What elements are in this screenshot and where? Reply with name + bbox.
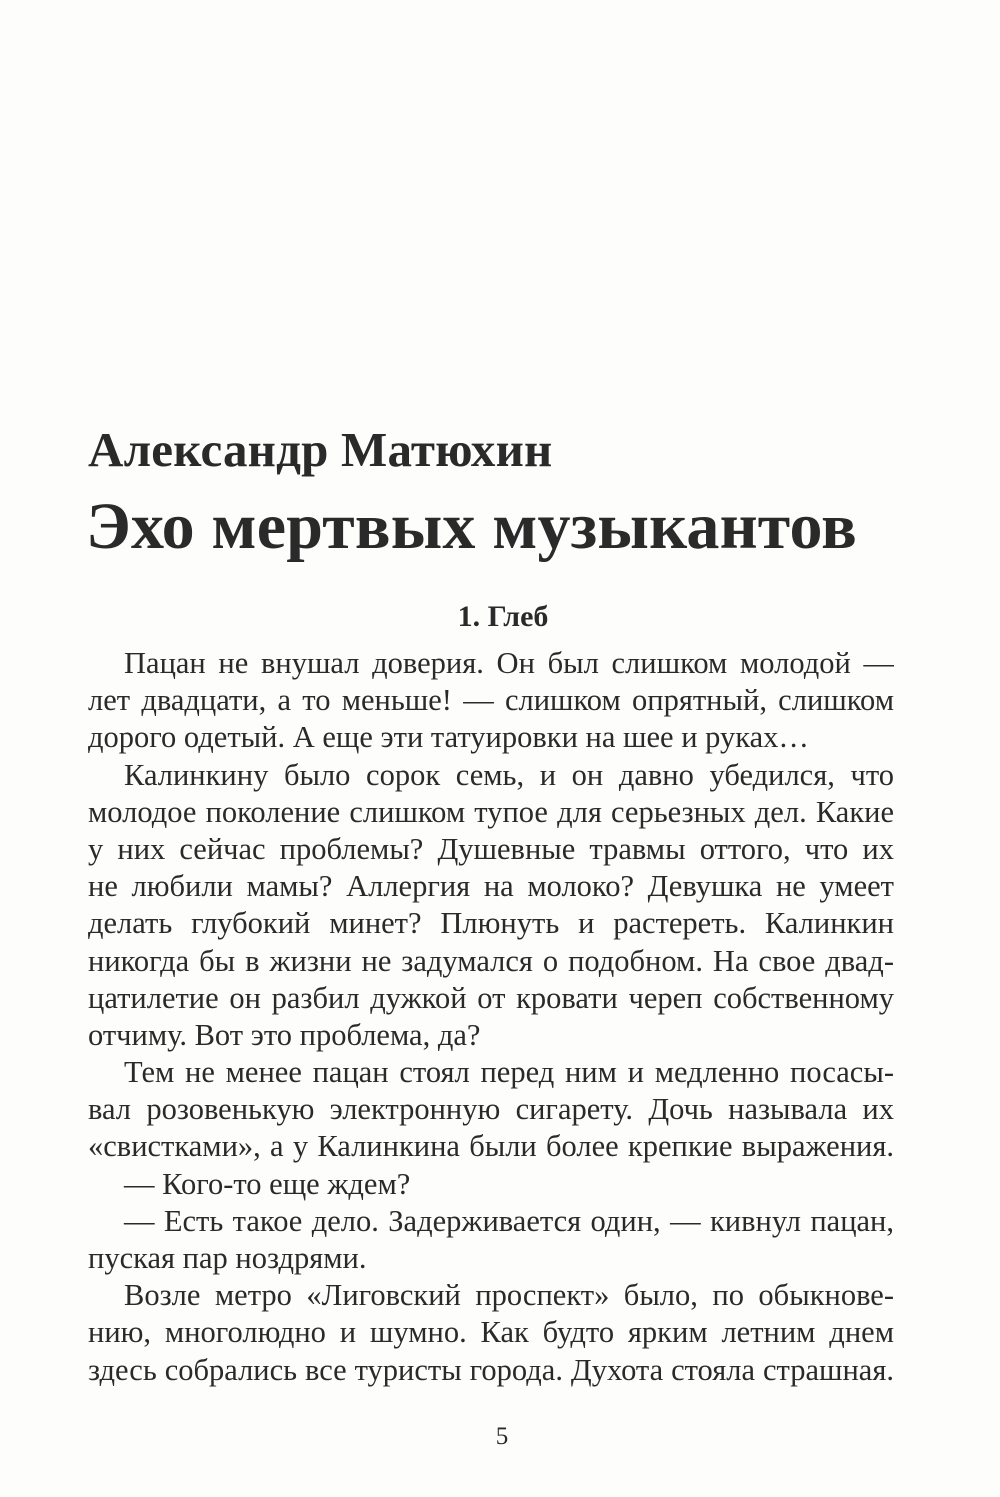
text-line: Тем не менее пацан стоял перед ним и медленно посасы- — [124, 1055, 894, 1090]
text-line: цатилетие он разбил дужкой от кровати череп собственному — [88, 980, 894, 1015]
text-line: здесь собрались все туристы города. Духота стояла страшная. — [88, 1352, 894, 1387]
text-line: молодое поколение слишком тупое для серьезных дел. Какие — [88, 794, 894, 829]
dialogue-line: — Есть такое дело. Задерживается один, — кивнул пацан, — [124, 1203, 894, 1238]
text-line: лет двадцати, а то меньше! — слишком опрятный, слишком — [88, 683, 894, 718]
text-line: Пацан не внушал доверия. Он был слишком молодой — — [124, 646, 894, 680]
text-line: никогда бы в жизни не задумался о подобном. На свое двад- — [88, 943, 894, 978]
text-line: «свистками», а у Калинкина были более крепкие выражения. — [88, 1129, 894, 1164]
author-name: Александр Матюхин — [88, 422, 553, 477]
page-number: 5 — [495, 1423, 509, 1450]
text-line: делать глубокий минет? Плюнуть и растереть. Калинкин — [88, 906, 894, 941]
dialogue-line: — Кого-то еще ждем? — [124, 1166, 411, 1201]
story-title: Эхо мертвых музыкантов — [86, 490, 857, 563]
text-line: у них сейчас проблемы? Душевные травмы оттого, что их — [88, 831, 894, 866]
chapter-heading: 1. Глеб — [457, 600, 549, 633]
text-line: не любили мамы? Аллергия на молоко? Девушка не умеет — [88, 869, 894, 904]
text-line: нию, многолюдно и шумно. Как будто ярким летним днем — [88, 1315, 894, 1350]
text-line: отчиму. Вот это проблема, да? — [88, 1017, 481, 1052]
text-line: дорого одетый. А еще эти татуировки на шее и руках… — [88, 720, 809, 755]
text-line: вал розовенькую электронную сигарету. Дочь называла их — [88, 1092, 894, 1127]
text-line: Калинкину было сорок семь, и он давно убедился, что — [124, 757, 894, 792]
text-line: Возле метро «Лиговский проспект» было, по обыкнове- — [124, 1278, 894, 1313]
story-text — [88, 645, 894, 1389]
text-line: пуская пар ноздрями. — [88, 1241, 367, 1275]
